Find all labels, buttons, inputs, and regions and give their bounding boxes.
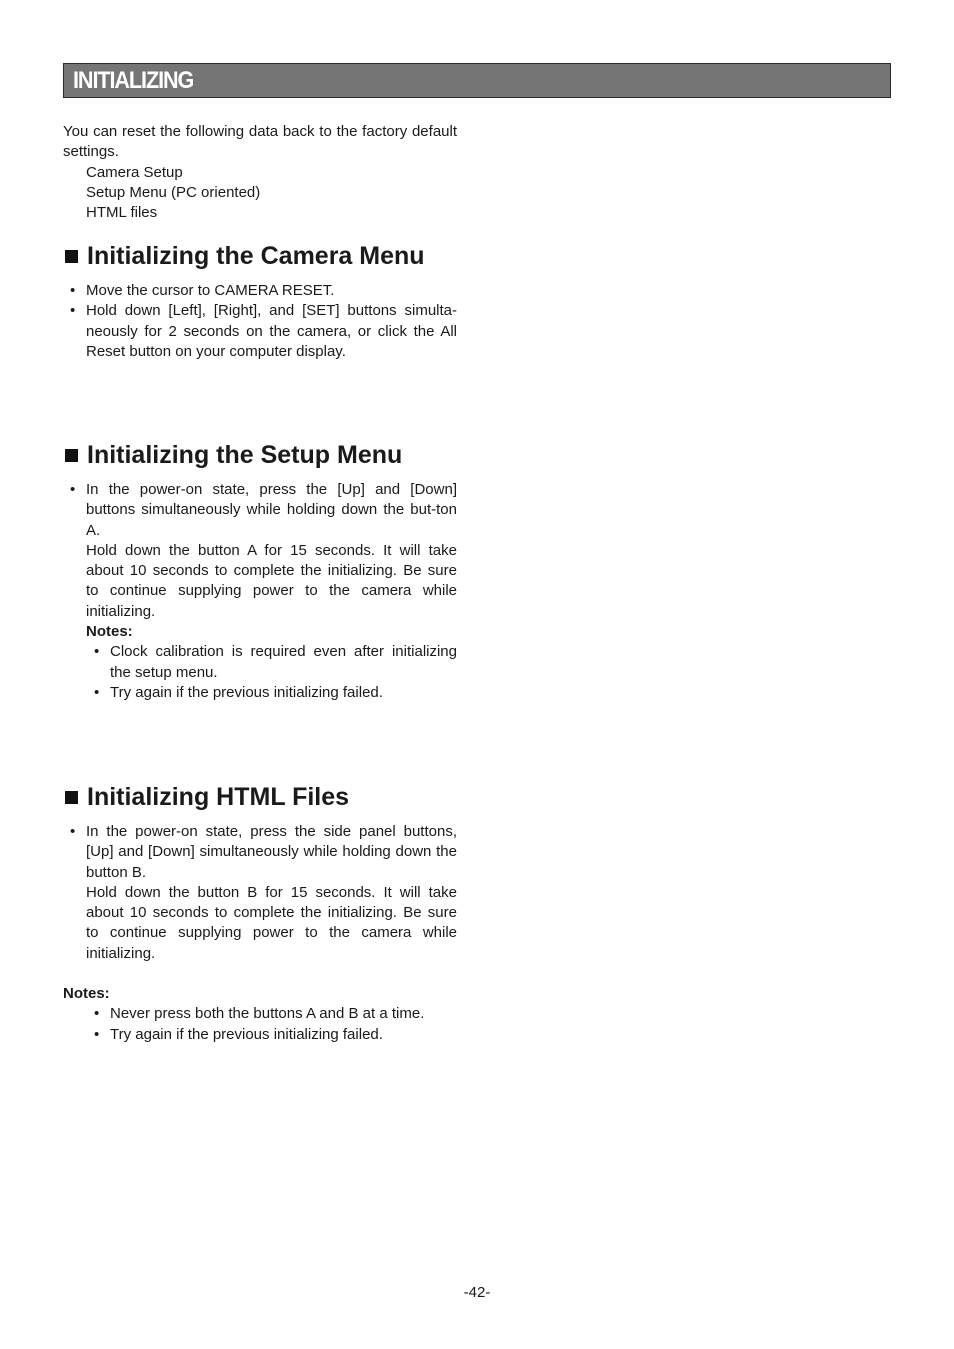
camera-menu-heading [63, 241, 425, 271]
bullet-continuation: Hold down the button A for 15 seconds. It will take about 10 seconds to complete the initializing. Be sure to continue supplying power to the camera while initializing. [86, 541, 457, 620]
html-files-heading-text: Initializing HTML Files [87, 783, 350, 811]
page-title: INITIALIZING [73, 67, 194, 94]
bullet-continuation: Hold down the button B for 15 seconds. It will take about 10 seconds to complete the initializing. Be sure to continue supplying power to the camera while initializing. [86, 883, 457, 962]
list-item [63, 301, 457, 362]
note-item [63, 642, 457, 683]
bullet-dot-icon: • [70, 481, 76, 498]
bullet-text: Hold down [Left], [Right], and [SET] buttons simulta-neously for 2 seconds on the camera, or click the All Reset button on your computer display. [86, 302, 457, 360]
bullet-dot-icon: • [94, 683, 100, 701]
html-files-body [63, 822, 457, 1045]
intro-item-setup-menu: Setup Menu (PC oriented) [86, 183, 261, 201]
list-item [63, 281, 457, 301]
note-text: Try again if the previous initializing failed. [110, 683, 383, 701]
intro-block [63, 122, 457, 223]
bullet-text: In the power-on state, press the [Up] and [Down] buttons simultaneously while holding down the but-ton A. [86, 481, 457, 539]
square-bullet-icon [65, 250, 78, 263]
bullet-dot-icon: • [94, 643, 100, 661]
square-bullet-icon [65, 449, 78, 462]
setup-menu-body [63, 480, 457, 703]
section-banner [63, 63, 891, 98]
note-text: Try again if the previous initializing failed. [110, 1025, 383, 1043]
camera-menu-heading-text: Initializing the Camera Menu [87, 242, 425, 270]
page-number: -42- [463, 1284, 491, 1301]
notes-label: Notes: [86, 623, 133, 641]
note-item [63, 683, 457, 703]
note-text: Never press both the buttons A and B at a time. [110, 1005, 425, 1023]
list-item [63, 480, 457, 642]
setup-menu-heading-text: Initializing the Setup Menu [87, 441, 403, 469]
setup-menu-heading [63, 440, 402, 470]
note-item [63, 1025, 457, 1045]
camera-menu-body [63, 281, 457, 362]
bullet-text: Move the cursor to CAMERA RESET. [86, 282, 335, 299]
bullet-dot-icon: • [94, 1025, 100, 1043]
list-item [63, 822, 457, 964]
bullet-dot-icon: • [70, 823, 76, 840]
bullet-dot-icon: • [70, 282, 76, 299]
intro-text: You can reset the following data back to the factory default settings. [63, 123, 457, 161]
note-item [63, 1004, 457, 1024]
bullet-dot-icon: • [94, 1005, 100, 1023]
intro-item-html-files: HTML files [86, 204, 158, 222]
note-text: Clock calibration is required even after initializing the setup menu. [110, 643, 457, 681]
html-files-heading [63, 782, 349, 812]
bullet-text: In the power-on state, press the side panel buttons, [Up] and [Down] simultaneously while holding down the button B. [86, 823, 457, 881]
notes-label: Notes: [63, 985, 110, 1003]
square-bullet-icon [65, 791, 78, 804]
intro-item-camera-setup: Camera Setup [86, 163, 183, 181]
bullet-dot-icon: • [70, 302, 76, 320]
